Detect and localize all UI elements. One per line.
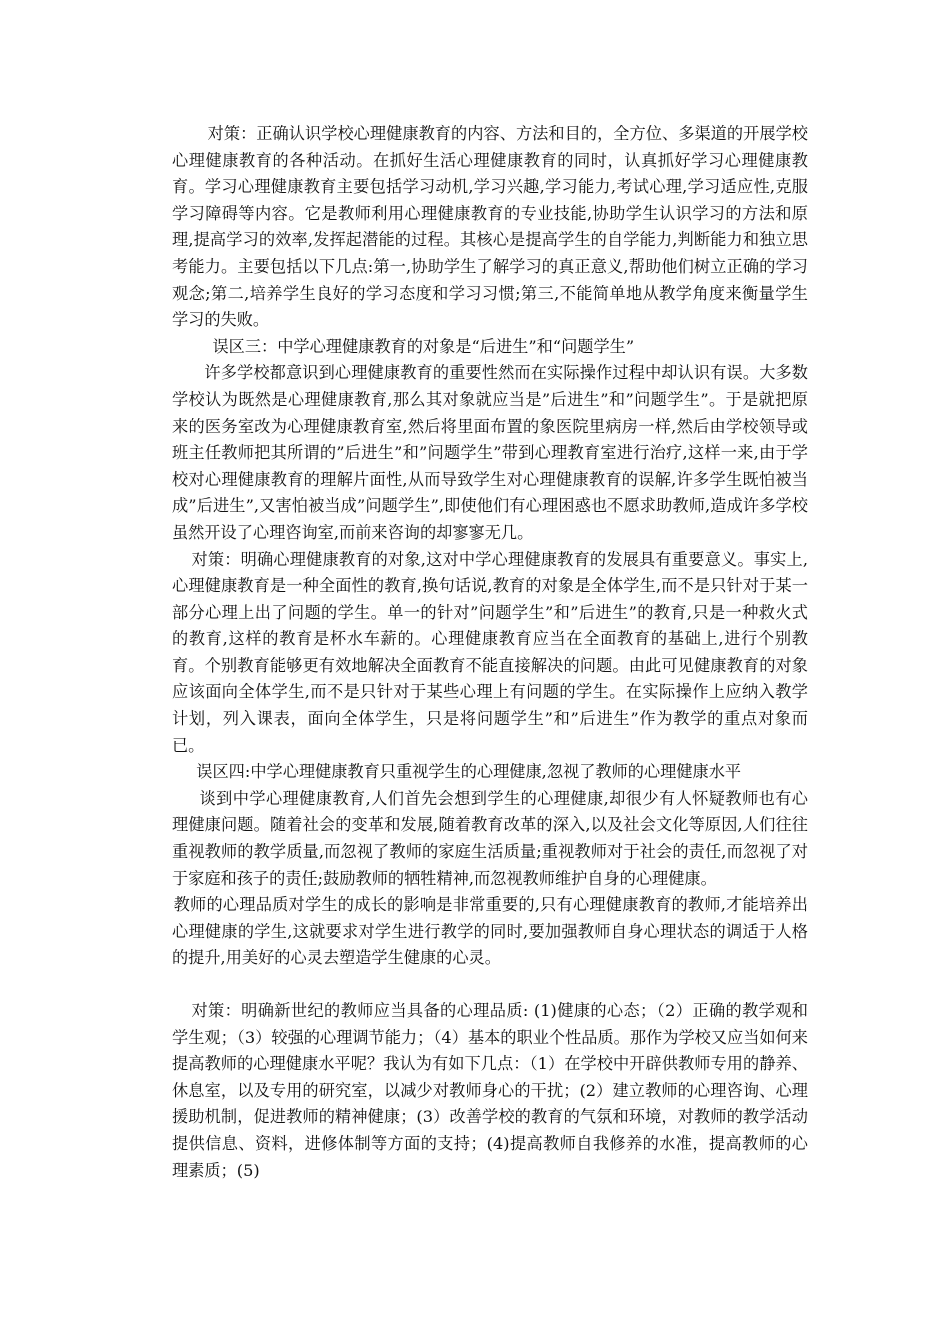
blank-line: [172, 972, 808, 998]
paragraph-misconception-3: 许多学校都意识到心理健康教育的重要性然而在实际操作过程中却认识有误。大多数学校认为既然是心理健康教育,那么其对象就应当是”后进生”和”问题学生”。于是就把原来的医务室改为心理健康教育室,然后将里面布置的象医院里病房一样,然后由学校领导或班主任教师把其所谓的”后进生”和”问题学生”带到心理教育室进行治疗,这样一来,由于学校对心理健康教育的理解片面性,从而导致学生对心理健康教育的误解,许多学生既怕被当成”后进生”,又害怕被当成”问题学生”,即使他们有心理困惑也不愿求助教师,造成许多学校虽然开设了心理咨询室,而前来咨询的却寥寥无几。: [172, 363, 808, 542]
paragraph-teacher-quality: 教师的心理品质对学生的成长的影响是非常重要的,只有心理健康教育的教师,才能培养出心理健康的学生,这就要求对学生进行教学的同时,要加强教师自身心理状态的调适于人格的提升,用美好的心灵去塑造学生健康的心灵。: [172, 895, 808, 968]
paragraph-countermeasure-2: 对策：正确认识学校心理健康教育的内容、方法和目的，全方位、多渠道的开展学校心理健康教育的各种活动。在抓好生活心理健康教育的同时，认真抓好学习心理健康教育。学习心理健康教育主要包括学习动机,学习兴趣,学习能力,考试心理,学习适应性,克服学习障碍等内容。它是教师利用心理健康教育的专业技能,协助学生认识学习的方法和原理,提高学习的效率,发挥起潜能的过程。其核心是提高学生的自学能力,判断能力和独立思考能力。主要包括以下几点:第一,协助学生了解学习的真正意义,帮助他们树立正确的学习观念;第二,培养学生良好的学习态度和学习习惯;第三,不能简单地从教学角度来衡量学生学习的失败。: [172, 124, 808, 330]
paragraph-countermeasure-3: 对策：明确心理健康教育的对象,这对中学心理健康教育的发展具有重要意义。事实上,心理健康教育是一种全面性的教育,换句话说,教育的对象是全体学生,而不是只针对于某一部分心理上出了问题的学生。单一的针对”问题学生”和”后进生”的教育,只是一种救火式的教育,这样的教育是杯水车薪的。心理健康教育应当在全面教育的基础上,进行个别教育。个别教育能够更有效地解决全面教育不能直接解决的问题。由此可见健康教育的对象应该面向全体学生,而不是只针对于某些心理上有问题的学生。在实际操作上应纳入教学计划，列入课表，面向全体学生，只是将问题学生”和”后进生”作为教学的重点对象而已。: [172, 549, 808, 755]
document-page: [172, 121, 808, 1184]
paragraph-misconception-4: 谈到中学心理健康教育,人们首先会想到学生的心理健康,却很少有人怀疑教师也有心理健康问题。随着社会的变革和发展,随着教育改革的深入,以及社会文化等原因,人们往往重视教师的教学质量,而忽视了教师的家庭生活质量;重视教师对于社会的责任,而忽视了对于家庭和孩子的责任;鼓励教师的牺牲精神,而忽视教师维护自身的心理健康。: [172, 788, 808, 888]
heading-misconception-4: 误区四:中学心理健康教育只重视学生的心理健康,忽视了教师的心理健康水平: [196, 762, 742, 782]
heading-misconception-3: 误区三：中学心理健康教育的对象是“后进生”和“问题学生”: [212, 336, 635, 356]
paragraph-countermeasure-4: 对策：明确新世纪的教师应当具备的心理品质: (1)健康的心态；（2）正确的教学观和学生观；（3）较强的心理调节能力；（4）基本的职业个性品质。那作为学校又应当如何来提高教师的心理健康水平呢？我认为有如下几点：（1）在学校中开辟供教师专用的静养、休息室，以及专用的研究室，以减少对教师身心的干扰；(2）建立教师的心理咨询、心理援助机制，促进教师的精神健康；(3）改善学校的教育的气氛和环境，对教师的教学活动提供信息、资料，进修体制等方面的支持；(4)提高教师自我修养的水准，提高教师的心理素质；(5): [172, 1001, 808, 1180]
